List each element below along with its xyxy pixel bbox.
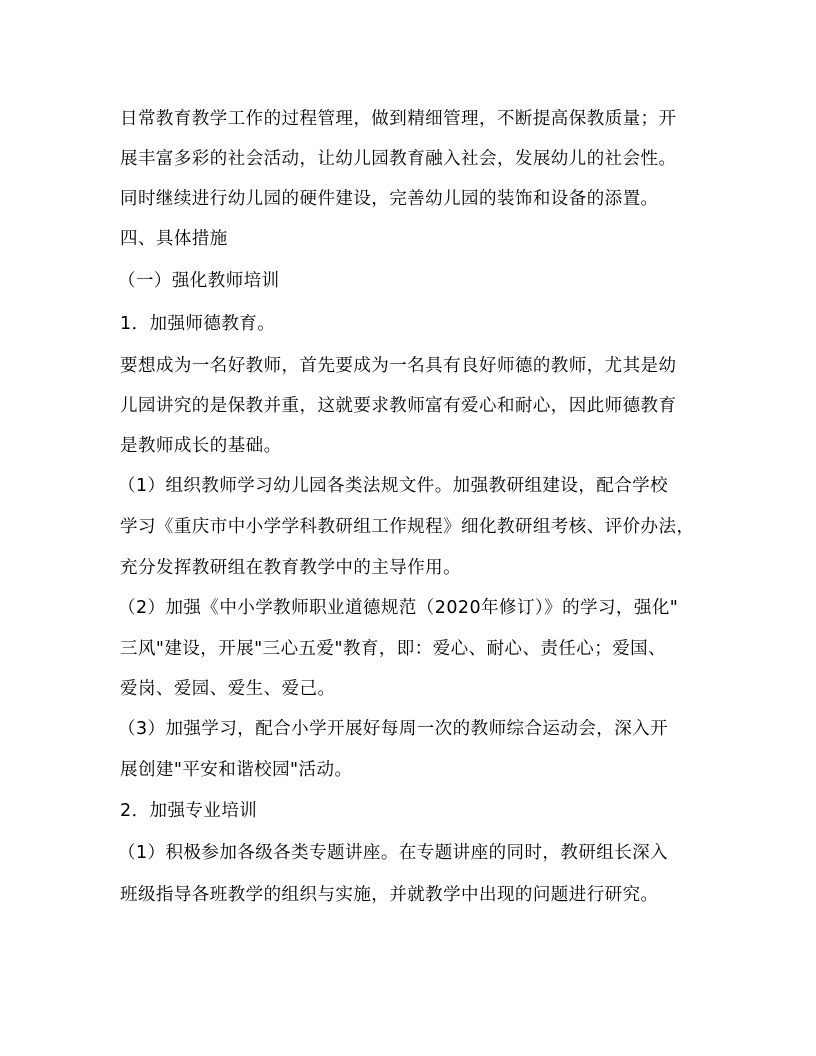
paragraph-line: 日常教育教学工作的过程管理，做到精细管理，不断提高保教质量；开 — [120, 109, 677, 129]
paragraph-line: （3）加强学习，配合小学开展好每周一次的教师综合运动会，深入开 — [118, 719, 669, 739]
paragraph-line: 学习《重庆市中小学学科教研组工作规程》细化教研组考核、评价办法， — [120, 517, 695, 537]
paragraph-line: 是教师成长的基础。 — [120, 436, 282, 456]
paragraph-line: 班级指导各班教学的组织与实施，并就教学中出现的问题进行研究。 — [120, 885, 659, 905]
paragraph-line: 要想成为一名好教师，首先要成为一名具有良好师德的教师，尤其是幼 — [120, 356, 677, 376]
paragraph-line: （1）积极参加各级各类专题讲座。在专题讲座的同时，教研组长深入 — [118, 843, 669, 863]
item-heading: 2．加强专业培训 — [120, 801, 258, 821]
paragraph-line: 展创建"平安和谐校园"活动。 — [120, 760, 353, 780]
section-heading: 四、具体措施 — [120, 229, 228, 249]
paragraph-line: 充分发挥教研组在教育教学中的主导作用。 — [120, 558, 462, 578]
paragraph-line: 三风"建设，开展"三心五爱"教育，即：爱心、耐心、责任心；爱国、 — [120, 639, 667, 659]
paragraph-line: 爱岗、爱园、爱生、爱己。 — [120, 679, 336, 699]
paragraph-line: 展丰富多彩的社会活动，让幼儿园教育融入社会，发展幼儿的社会性。 — [120, 149, 677, 169]
subsection-heading: （一）强化教师培训 — [118, 271, 280, 291]
paragraph-line: （2）加强《中小学教师职业道德规范（2020年修订）》的学习，强化" — [118, 598, 679, 618]
paragraph-line: 儿园讲究的是保教并重，这就要求教师富有爱心和耐心，因此师德教育 — [120, 396, 677, 416]
paragraph-line: 同时继续进行幼儿园的硬件建设，完善幼儿园的装饰和设备的添置。 — [120, 189, 659, 209]
paragraph-line: （1）组织教师学习幼儿园各类法规文件。加强教研组建设，配合学校 — [118, 476, 669, 496]
item-heading: 1．加强师德教育。 — [120, 314, 276, 334]
